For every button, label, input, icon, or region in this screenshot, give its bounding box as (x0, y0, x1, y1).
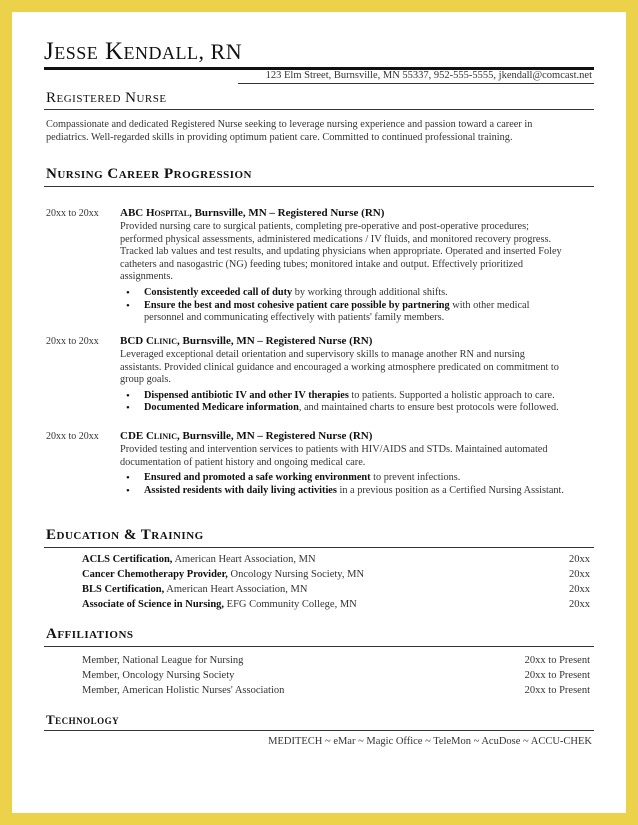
bullet-item: • Ensure the best and most cohesive patient care possible by partnering with other medical (120, 300, 594, 313)
credential: , RN (198, 39, 243, 64)
desc-line: assignments. (120, 271, 173, 283)
affiliation-item: Member, Oncology Nursing Society 20xx to Present (82, 670, 590, 681)
education-date: 20xx (569, 584, 590, 595)
bullet-item: • Documented Medicare information, and maintained charts to ensure best protocols were followed. (120, 402, 594, 415)
bullet-item: • Ensured and promoted a safe working environment to prevent infections. (120, 472, 594, 485)
job-header (120, 207, 594, 219)
technology-heading: Technology (46, 712, 120, 727)
title-rule (44, 109, 594, 110)
position: , Burnsville, MN – Registered Nurse (RN) (177, 430, 373, 442)
affiliation-item: Member, American Holistic Nurses' Association 20xx to Present (82, 685, 590, 696)
career-rule (44, 186, 594, 187)
education-item: BLS Certification, American Heart Association, MN 20xx (82, 584, 590, 595)
desc-line: Tracked lab values and test results, and updating physicians when appropriate. Operated and inserted Foley (120, 246, 562, 258)
job-dates: 20xx to 20xx (46, 336, 99, 347)
affiliation-date: 20xx to Present (524, 655, 590, 666)
job-bullets (120, 472, 594, 497)
job-bullets (120, 390, 594, 415)
career-heading: Nursing Career Progression (46, 166, 252, 182)
employer: ABC Hospital (120, 207, 190, 219)
affiliation-date: 20xx to Present (524, 685, 590, 696)
candidate-name: Jesse Kendall, RN (44, 38, 243, 65)
bullet-item: • Dispensed antibiotic IV and other IV therapies to patients. Supported a holistic approach to care. (120, 390, 594, 403)
education-item: ACLS Certification, American Heart Association, MN 20xx (82, 554, 590, 565)
desc-line: group goals. (120, 374, 171, 386)
job-entry (120, 430, 594, 497)
job-bullets (120, 287, 594, 312)
job-title: Registered Nurse (46, 90, 167, 106)
desc-line: catheters and nasogastric (NG) feeding tubes; monitored intake and output. Effectively prioritized (120, 258, 523, 270)
summary (46, 119, 594, 144)
affiliation-item: Member, National League for Nursing 20xx to Present (82, 655, 590, 666)
job-entry (120, 207, 594, 325)
affiliation-date: 20xx to Present (524, 670, 590, 681)
employer: CDE Clinic (120, 430, 178, 442)
job-dates: 20xx to 20xx (46, 431, 99, 442)
job-dates: 20xx to 20xx (46, 208, 99, 219)
desc-line: documentation of patient history and ongoing medical care. (120, 456, 366, 468)
education-item: Associate of Science in Nursing, EFG Community College, MN 20xx (82, 599, 590, 610)
bullet-item: • Consistently exceeded call of duty by working through additional shifts. (120, 287, 594, 300)
desc-line: Leveraged exceptional detail orientation and supervisory skills to manage another RN and nursing (120, 349, 525, 360)
summary-line: pediatrics. Well-regarded skills in providing optimum patient care. Committed to continued professional training. (46, 131, 513, 143)
bullet-continuation: personnel and communicating effectively with patients' family members. (144, 312, 445, 324)
job-description (120, 444, 594, 469)
education-date: 20xx (569, 554, 590, 565)
contact-line: 123 Elm Street, Burnsville, MN 55337, 952-555-5555, jkendall@comcast.net (265, 70, 592, 81)
job-header (120, 430, 594, 442)
desc-line: assistants. Provided clinical guidance and encouraged a working atmosphere predicated on commitment to (120, 361, 559, 373)
education-rule (44, 547, 594, 548)
job-entry (120, 335, 594, 415)
affiliations-list (82, 653, 590, 698)
employer: BCD Clinic (120, 335, 178, 347)
bullet-item: • Assisted residents with daily living activities in a previous position as a Certified Nursing Assistant. (120, 485, 594, 498)
resume-page (12, 12, 626, 813)
job-description (120, 221, 594, 284)
desc-line: Provided nursing care to surgical patients, completing pre-operative and post-operative procedures; (120, 221, 529, 232)
position: , Burnsville, MN – Registered Nurse (RN) (177, 335, 373, 347)
technology-rule (44, 730, 594, 731)
job-header (120, 335, 594, 347)
contact-rule (238, 83, 594, 84)
desc-line: Provided testing and intervention services to patients with HIV/AIDS and STDs. Maintained automated (120, 444, 548, 455)
affiliations-heading: Affiliations (46, 626, 134, 642)
education-list (82, 552, 590, 612)
education-date: 20xx (569, 569, 590, 580)
education-item: Cancer Chemotherapy Provider, Oncology Nursing Society, MN 20xx (82, 569, 590, 580)
summary-line: Compassionate and dedicated Registered Nurse seeking to leverage nursing experience and passion toward a career in (46, 119, 533, 130)
education-heading: Education & Training (46, 527, 204, 543)
education-date: 20xx (569, 599, 590, 610)
position: , Burnsville, MN – Registered Nurse (RN) (189, 207, 385, 219)
job-description (120, 349, 594, 387)
affiliations-rule (44, 646, 594, 647)
desc-line: performed physical assessments, administered medications / IV fluids, and monitored recovery progress. (120, 233, 552, 245)
technology-list: MEDITECH ~ eMar ~ Magic Office ~ TeleMon ~ AcuDose ~ ACCU-CHEK (268, 736, 592, 747)
